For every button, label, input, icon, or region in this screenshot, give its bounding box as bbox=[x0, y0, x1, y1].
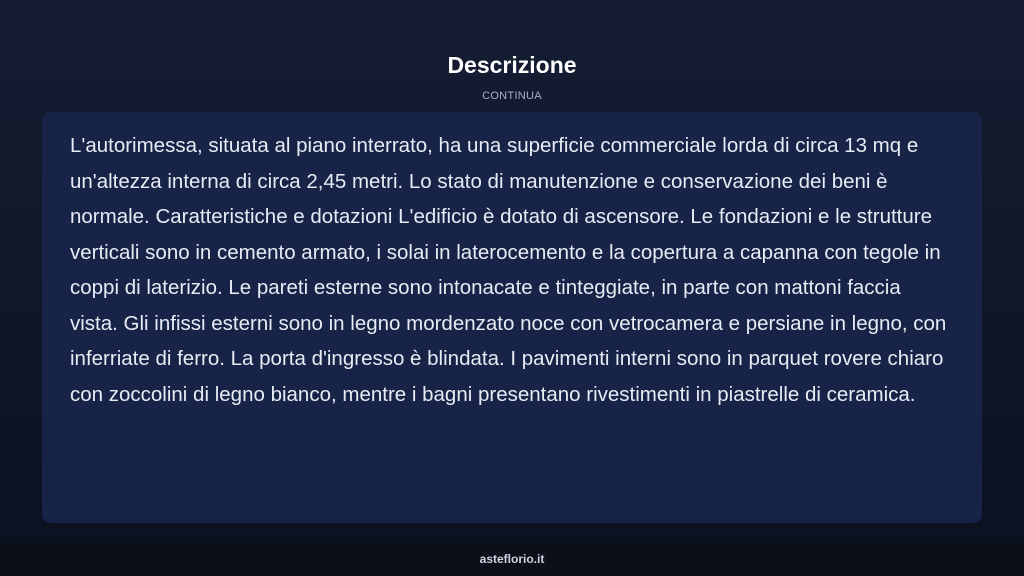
page-title: Descrizione bbox=[447, 52, 577, 78]
footer-bar bbox=[0, 543, 1024, 576]
description-card bbox=[42, 112, 982, 523]
footer-site-name: asteflorio.it bbox=[479, 552, 545, 566]
description-text: L'autorimessa, situata al piano interrato, ha una superficie commerciale lorda di circa 13 mq e un'altezza interna di circa 2,45 metri. Lo stato di manutenzione e conservazione dei beni è normale. Caratteristiche e dotazioni L'edificio è dotato di ascensore. Le fondazioni e le strutture verticali sono in cemento armato, i solai in laterocemento e la copertura a capanna con tegole in coppi di laterizio. Le pareti esterne sono intonacate e tinteggiate, in parte con mattoni faccia vista. Gli infissi esterni sono in legno mordenzato noce con vetrocamera e persiane in legno, con inferriate di ferro. La porta d'ingresso è blindata. I pavimenti interni sono in parquet rovere chiaro con zoccolini di legno bianco, mentre i bagni presentano rivestimenti in piastrelle di ceramica. bbox=[70, 134, 947, 406]
page-subtitle: CONTINUA bbox=[482, 90, 542, 102]
